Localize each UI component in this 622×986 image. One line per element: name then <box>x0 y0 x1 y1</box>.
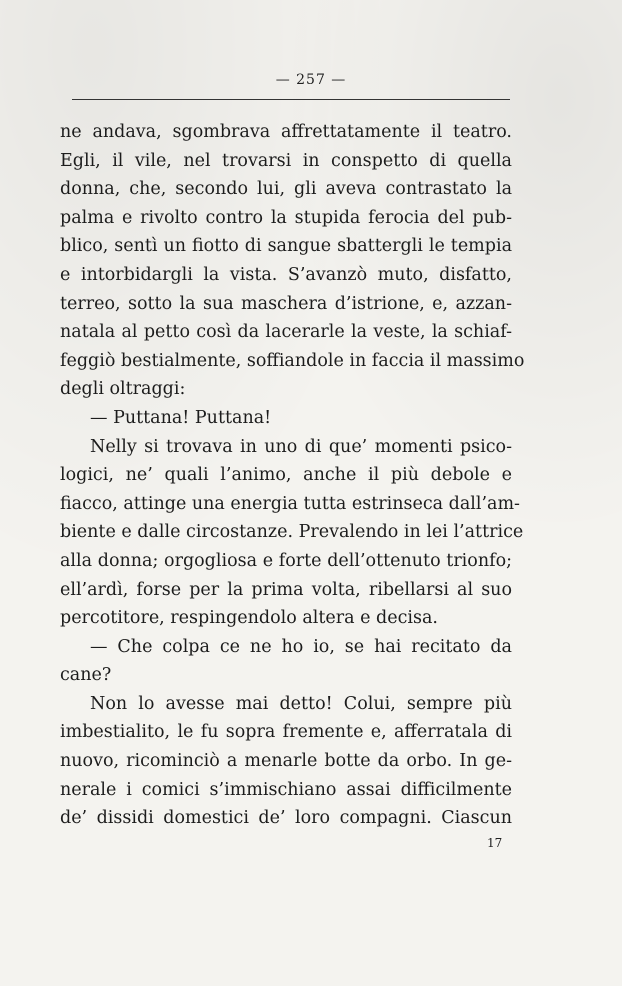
text-line: terreo, sotto la sua maschera d’istrione, e, azzan- <box>60 293 512 314</box>
text-line: nuovo, ricominciò a menarle botte da orbo. In ge- <box>60 751 512 772</box>
text-line: blico, sentì un fiotto di sangue sbattergli le tempia <box>60 236 512 257</box>
text-line: logici, ne’ quali l’animo, anche il più debole e <box>60 465 512 486</box>
page-number-header: — 257 — <box>275 72 347 88</box>
text-line: — Puttana! Puttana! <box>90 407 272 428</box>
text-line: alla donna; orgogliosa e forte dell’ottenuto trionfo; <box>60 550 512 571</box>
text-line: percotitore, respingendolo altera e decisa. <box>60 608 438 629</box>
text-line: nerale i comici s’immischiano assai difficilmente <box>60 779 512 800</box>
text-line: natala al petto così da lacerarle la veste, la schiaf- <box>60 322 512 343</box>
text-line: de’ dissidi domestici de’ loro compagni. Ciascun <box>60 808 512 829</box>
header-rule <box>72 99 510 100</box>
text-line: e intorbidargli la vista. S’avanzò muto, disfatto, <box>60 264 512 285</box>
text-line: biente e dalle circostanze. Prevalendo in lei l’attrice <box>60 522 524 543</box>
text-line: Egli, il vile, nel trovarsi in conspetto di quella <box>60 150 512 171</box>
text-line: ne andava, sgombrava affrettatamente il teatro. <box>60 122 512 142</box>
text-line: cane? <box>60 665 112 686</box>
text-line: feggiò bestialmente, soffiandole in faccia il massimo <box>60 350 525 371</box>
text-line: ell’ardì, forse per la prima volta, ribellarsi al suo <box>60 579 512 600</box>
text-line: palma e rivolto contro la stupida ferocia del pub- <box>60 207 512 228</box>
text-line: imbestialito, le fu sopra fremente e, afferratala di <box>60 722 512 743</box>
text-line: degli oltraggi: <box>60 379 186 400</box>
signature-mark: 17 <box>487 836 503 850</box>
text-line: Nelly si trovava in uno di que’ momenti psico- <box>90 436 512 457</box>
text-line: donna, che, secondo lui, gli aveva contrastato la <box>60 179 512 200</box>
text-line: — Che colpa ce ne ho io, se hai recitato da <box>90 636 512 657</box>
body-text <box>60 118 525 833</box>
text-line: fiacco, attinge una energia tutta estrinseca dall’am- <box>60 493 520 514</box>
text-line: Non lo avesse mai detto! Colui, sempre più <box>90 693 512 714</box>
